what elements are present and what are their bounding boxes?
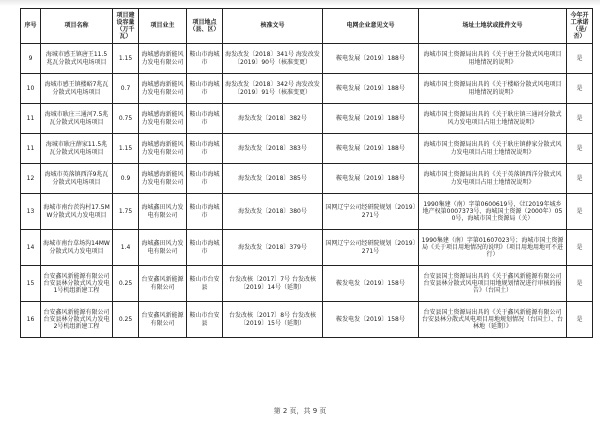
cell-scale: 1.15 (113, 44, 139, 74)
cell-owner: 海城鑫田风力发电有限公司 (139, 194, 187, 230)
cell-approval: 台发改核〔2017〕8号 台发改核〔2019〕15号（延期） (223, 302, 323, 338)
cell-owner: 台安鑫风新能源有限公司 (139, 266, 187, 302)
cell-scale: 0.25 (113, 266, 139, 302)
cell-seq: 10 (21, 74, 41, 104)
header-approval: 核准文号 (223, 9, 323, 44)
cell-scale: 1.4 (113, 230, 139, 266)
cell-name: 海城市耿庄薛家11.5兆瓦分散式风电场项目 (41, 134, 113, 164)
cell-land: 海城市国土资源局出具的《关于英落镇西洋分散式风力发电项目占用土地情况说明》 (419, 164, 567, 194)
cell-started: 是 (567, 104, 593, 134)
cell-name: 海城市耿庄三通河7.5兆瓦分散式风电场项目 (41, 104, 113, 134)
cell-grid-opinion: 鞍发电发〔2019〕158号 (323, 302, 419, 338)
cell-seq: 16 (21, 302, 41, 338)
cell-started: 是 (567, 194, 593, 230)
cell-location: 鞍山市海城市 (187, 134, 223, 164)
cell-owner: 海城感海新能风力发电有限公司 (139, 74, 187, 104)
cell-started: 是 (567, 230, 593, 266)
cell-land: 1990集建（南）字第01607023号；海城市国土资源局《关于项目用地情况的说明》（项目用地用地可不进行） (419, 230, 567, 266)
cell-approval: 海发改发〔2018〕379号 (223, 230, 323, 266)
cell-seq: 11 (21, 134, 41, 164)
header-name: 项目名称 (41, 9, 113, 44)
cell-grid-opinion: 鞍电发展〔2019〕188号 (323, 74, 419, 104)
header-owner: 项目业主 (139, 9, 187, 44)
header-land: 场址土地状或批件文号 (419, 9, 567, 44)
cell-scale: 0.75 (113, 104, 139, 134)
cell-land: 1990集建（南）字第0600619号，《红2019年城乡地产权第0007373号、海城国土资源（2000年）050号，海城市国土资源局（关） (419, 194, 567, 230)
table-header-row (21, 9, 593, 44)
project-table (20, 8, 593, 338)
cell-seq: 11 (21, 104, 41, 134)
table-row (21, 104, 593, 134)
table-row (21, 134, 593, 164)
cell-approval: 海发改发〔2018〕385号 (223, 164, 323, 194)
cell-location: 鞍山市海城市 (187, 104, 223, 134)
cell-seq: 14 (21, 230, 41, 266)
cell-location: 鞍山市海城市 (187, 164, 223, 194)
cell-land: 台安县国土资源局出具的《关于鑫风新能源有限公司台安县林分散式风电项目用地规划情况进行审核的报告》（台国土） (419, 266, 567, 302)
cell-grid-opinion: 鞍电发展〔2019〕188号 (323, 44, 419, 74)
cell-started: 是 (567, 74, 593, 104)
cell-location: 鞍山市海城市 (187, 194, 223, 230)
cell-land: 海城市国土资源局出具的《关于耿庄镇三通河分散式风力发电项目占用土地情况说明》 (419, 104, 567, 134)
cell-grid-opinion: 鞍电发展〔2019〕188号 (323, 134, 419, 164)
cell-scale: 0.7 (113, 74, 139, 104)
cell-name: 海城市感王镇唐王11.5兆瓦分散式风电场项目 (41, 44, 113, 74)
page-edge (0, 0, 600, 6)
cell-location: 鞍山市台安县 (187, 266, 223, 302)
cell-seq: 12 (21, 164, 41, 194)
cell-approval: 台发改核〔2017〕7号 台发改核〔2019〕14号（延期） (223, 266, 323, 302)
cell-owner: 海城感海新能风力发电有限公司 (139, 134, 187, 164)
cell-scale: 1.15 (113, 134, 139, 164)
cell-started: 是 (567, 266, 593, 302)
page-number: 第 2 页，共 9 页 (273, 407, 327, 415)
header-grid-opinion: 电网企业意见文号 (323, 9, 419, 44)
cell-seq: 15 (21, 266, 41, 302)
cell-scale: 0.9 (113, 164, 139, 194)
cell-location: 鞍山市海城市 (187, 230, 223, 266)
cell-owner: 台安鑫风新能源有限公司 (139, 302, 187, 338)
header-scale: 项目建设容量（万千瓦） (113, 9, 139, 44)
cell-location: 鞍山市海城市 (187, 74, 223, 104)
cell-approval: 海发改发〔2018〕342号 海发改发〔2019〕91号（核准变更） (223, 74, 323, 104)
table-row (21, 194, 593, 230)
cell-land: 海城市国土资源局出具的《关于唐王分散式风电项目用地情况的说明》 (419, 44, 567, 74)
header-seq: 序号 (21, 9, 41, 44)
cell-owner: 海城鑫田风力发电有限公司 (139, 230, 187, 266)
cell-approval: 海发改发〔2018〕341号 海发改发〔2019〕90号（核准变更） (223, 44, 323, 74)
cell-started: 是 (567, 164, 593, 194)
cell-owner: 海城感海新能风力发电有限公司 (139, 104, 187, 134)
table-row (21, 266, 593, 302)
cell-land: 海城市国土资源局出具的《关于楼峪分散式风电项目用地情况的说明》 (419, 74, 567, 104)
cell-scale: 1.75 (113, 194, 139, 230)
cell-grid-opinion: 国网辽宁公司经研院规划〔2019〕271号 (323, 230, 419, 266)
cell-seq: 9 (21, 44, 41, 74)
cell-approval: 海发改发〔2018〕380号 (223, 194, 323, 230)
table-row (21, 44, 593, 74)
table-row (21, 230, 593, 266)
cell-approval: 海发改发〔2018〕383号 (223, 134, 323, 164)
cell-grid-opinion: 鞍发电发〔2019〕158号 (323, 266, 419, 302)
cell-land: 海城市国土资源局出具的《关于耿庄镇薛家分散式风力发电项目占用土地情况说明》 (419, 134, 567, 164)
cell-scale: 0.25 (113, 302, 139, 338)
cell-seq: 13 (21, 194, 41, 230)
cell-owner: 海城感海新能风力发电有限公司 (139, 44, 187, 74)
cell-started: 是 (567, 134, 593, 164)
cell-owner: 海城感海新能风力发电有限公司 (139, 164, 187, 194)
cell-started: 是 (567, 302, 593, 338)
header-started: 今年开工承诺（是/否） (567, 9, 593, 44)
cell-name: 海城市南台茨沟村17.5MW分散式风力发电项目 (41, 194, 113, 230)
cell-location: 鞍山市台安县 (187, 302, 223, 338)
table-row (21, 302, 593, 338)
cell-land: 台安县国土资源局出具的《关于鑫风新能源有限公司台安县林分散式风电项目用地规划情况（台国土）、台林地（延期）》 (419, 302, 567, 338)
cell-started: 是 (567, 44, 593, 74)
cell-approval: 海发改发〔2018〕382号 (223, 104, 323, 134)
cell-name: 海城市英落镇西洋9兆瓦分散式风电场项目 (41, 164, 113, 194)
table-row (21, 164, 593, 194)
cell-name: 海城市感王镇楼峪7兆瓦分散式风电场项目 (41, 74, 113, 104)
header-location: 项目地点（县、区） (187, 9, 223, 44)
cell-name: 台安鑫风新能源有限公司台安县林分散式风力发电1号机组新建工程 (41, 266, 113, 302)
cell-name: 海城市南台草场沟14MW分散式风力发电项目 (41, 230, 113, 266)
cell-grid-opinion: 国网辽宁公司经研院规划〔2019〕271号 (323, 194, 419, 230)
cell-name: 台安鑫风新能源有限公司台安县林分散式风力发电2号机组新建工程 (41, 302, 113, 338)
table-row (21, 74, 593, 104)
cell-location: 鞍山市海城市 (187, 44, 223, 74)
cell-grid-opinion: 鞍电发展〔2019〕188号 (323, 164, 419, 194)
cell-grid-opinion: 鞍电发展〔2019〕188号 (323, 104, 419, 134)
